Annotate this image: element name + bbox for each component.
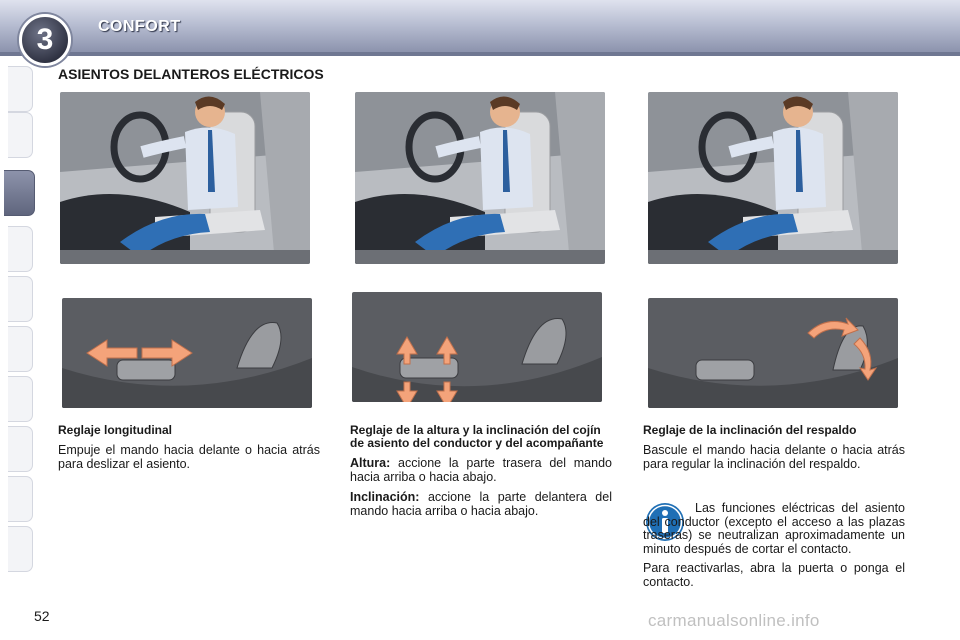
- section-title: ASIENTOS DELANTEROS ELÉCTRICOS: [58, 66, 324, 82]
- text-backrest: Bascule el mando hacia delante o hacia atrás para regular la inclinación del respaldo.: [643, 443, 905, 471]
- column-backrest: [643, 424, 905, 477]
- side-tabs: [0, 66, 34, 574]
- side-tab[interactable]: [8, 526, 33, 572]
- heading-longitudinal: Reglaje longitudinal: [58, 423, 173, 437]
- info-note: [643, 502, 905, 595]
- side-tab[interactable]: [8, 326, 33, 372]
- text-longitudinal: Empuje el mando hacia delante o hacia atrás para deslizar el asiento.: [58, 443, 320, 471]
- info-note-paragraph-2: Para reactivarlas, abra la puerta o ponga el contacto.: [643, 561, 905, 589]
- switch-height-image: [352, 292, 602, 402]
- body-inclinacion: accione la parte delantera del mando hacia arriba o hacia abajo.: [350, 490, 612, 518]
- chapter-number-badge: 3: [19, 14, 71, 66]
- side-tab[interactable]: [8, 476, 33, 522]
- watermark: carmanualsonline.info: [648, 611, 820, 630]
- side-tab-active[interactable]: [4, 170, 35, 216]
- label-altura: Altura:: [350, 456, 391, 470]
- side-tab[interactable]: [8, 276, 33, 322]
- label-inclinacion: Inclinación:: [350, 490, 420, 504]
- side-tab[interactable]: [8, 226, 33, 272]
- seat-photo-backrest: [648, 92, 898, 264]
- side-tab[interactable]: [8, 376, 33, 422]
- body-altura: accione la parte trasera del mando hacia arriba o hacia abajo.: [350, 456, 612, 484]
- side-tab[interactable]: [8, 66, 33, 112]
- header-divider: [0, 52, 960, 56]
- text-altura: [350, 456, 612, 484]
- column-height-tilt: [350, 424, 612, 524]
- side-tab[interactable]: [8, 112, 33, 158]
- heading-backrest: Reglaje de la inclinación del respaldo: [643, 423, 857, 437]
- switch-longitudinal-image: [62, 298, 312, 408]
- switch-backrest-image: [648, 298, 898, 408]
- column-longitudinal: [58, 424, 320, 477]
- chapter-title: CONFORT: [98, 18, 181, 35]
- heading-height-tilt: Reglaje de la altura y la inclinación del cojín de asiento del conductor y del acompañante: [350, 423, 604, 450]
- seat-photo-longitudinal: [60, 92, 310, 264]
- page-number: 52: [34, 608, 50, 624]
- side-tab[interactable]: [8, 426, 33, 472]
- text-inclinacion: [350, 490, 612, 518]
- info-note-paragraph-1: Las funciones eléctricas del asiento del conductor (excepto el acceso a las plazas traseras) se neutralizan aproximadamente un minuto después de cortar el contacto.: [643, 501, 905, 556]
- seat-photo-height: [355, 92, 605, 264]
